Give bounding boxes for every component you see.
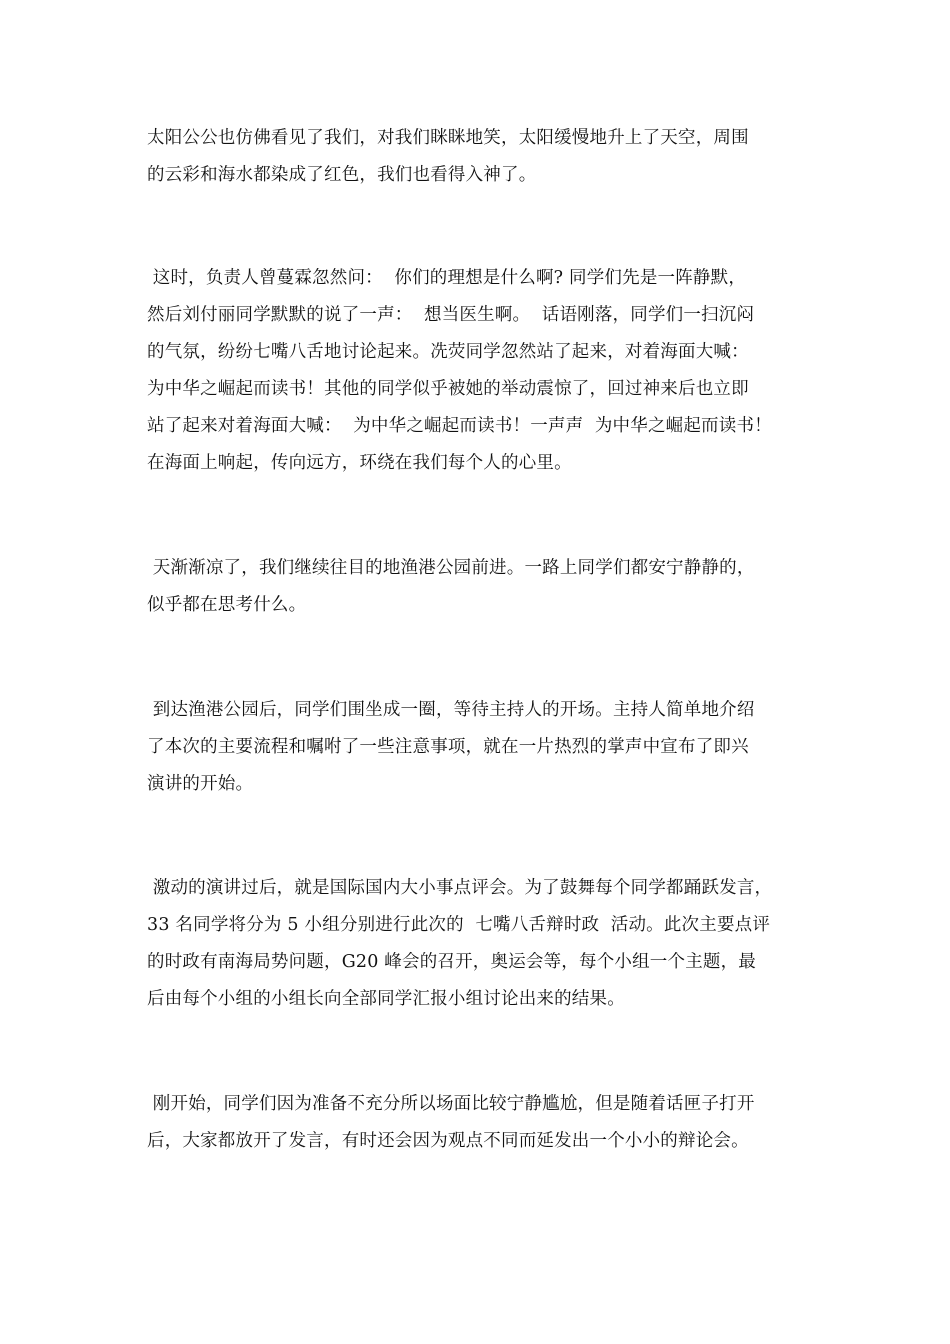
paragraph-line: 激动的演讲过后，就是国际国内大小事点评会。为了鼓舞每个同学都踊跃发言， <box>147 878 773 898</box>
paragraph-journey <box>147 550 827 624</box>
paragraph-line: 的云彩和海水都染成了红色，我们也看得入神了。 <box>147 165 537 185</box>
paragraph-line: 后由每个小组的小组长向全部同学汇报小组讨论出来的结果。 <box>147 989 625 1009</box>
paragraph-line: 演讲的开始。 <box>147 774 254 794</box>
paragraph-line: 这时，负责人曾蔓霖忽然问： 你们的理想是什么啊? 同学们先是一阵静默， <box>147 268 747 288</box>
paragraph-discussion <box>147 1086 827 1160</box>
paragraph-park-arrival <box>147 692 827 803</box>
paragraph-line: 站了起来对着海面大喊： 为中华之崛起而读书！一声声 为中华之崛起而读书！ <box>147 416 772 436</box>
paragraph-line: 的时政有南海局势问题，G20 峰会的召开，奥运会等，每个小组一个主题，最 <box>147 952 757 972</box>
paragraph-line: 然后刘付丽同学默默的说了一声： 想当医生啊。 话语刚落，同学们一扫沉闷 <box>147 305 755 325</box>
paragraph-line: 在海面上响起，传向远方，环绕在我们每个人的心里。 <box>147 453 572 473</box>
paragraph-ideals <box>147 260 827 482</box>
paragraph-line: 刚开始，同学们因为准备不充分所以场面比较宁静尴尬，但是随着话匣子打开 <box>147 1094 755 1114</box>
paragraph-sunrise <box>147 120 827 194</box>
paragraph-line: 似乎都在思考什么。 <box>147 595 307 615</box>
paragraph-line: 后，大家都放开了发言，有时还会因为观点不同而延发出一个小小的辩论会。 <box>147 1131 749 1151</box>
paragraph-line: 33 名同学将分为 5 小组分别进行此次的 七嘴八舌辩时政 活动。此次主要点评 <box>147 915 771 935</box>
paragraph-debate-session <box>147 870 827 1018</box>
paragraph-line: 了本次的主要流程和嘱咐了一些注意事项，就在一片热烈的掌声中宣布了即兴 <box>147 737 749 757</box>
paragraph-line: 天渐渐凉了，我们继续往目的地渔港公园前进。一路上同学们都安宁静静的， <box>147 558 755 578</box>
paragraph-line: 到达渔港公园后，同学们围坐成一圈，等待主持人的开场。主持人简单地介绍 <box>147 700 755 720</box>
paragraph-line: 的气氛，纷纷七嘴八舌地讨论起来。冼荧同学忽然站了起来，对着海面大喊： <box>147 342 749 362</box>
paragraph-line: 太阳公公也仿佛看见了我们，对我们眯眯地笑，太阳缓慢地升上了天空，周围 <box>147 128 749 148</box>
paragraph-line: 为中华之崛起而读书！其他的同学似乎被她的举动震惊了，回过神来后也立即 <box>147 379 749 399</box>
